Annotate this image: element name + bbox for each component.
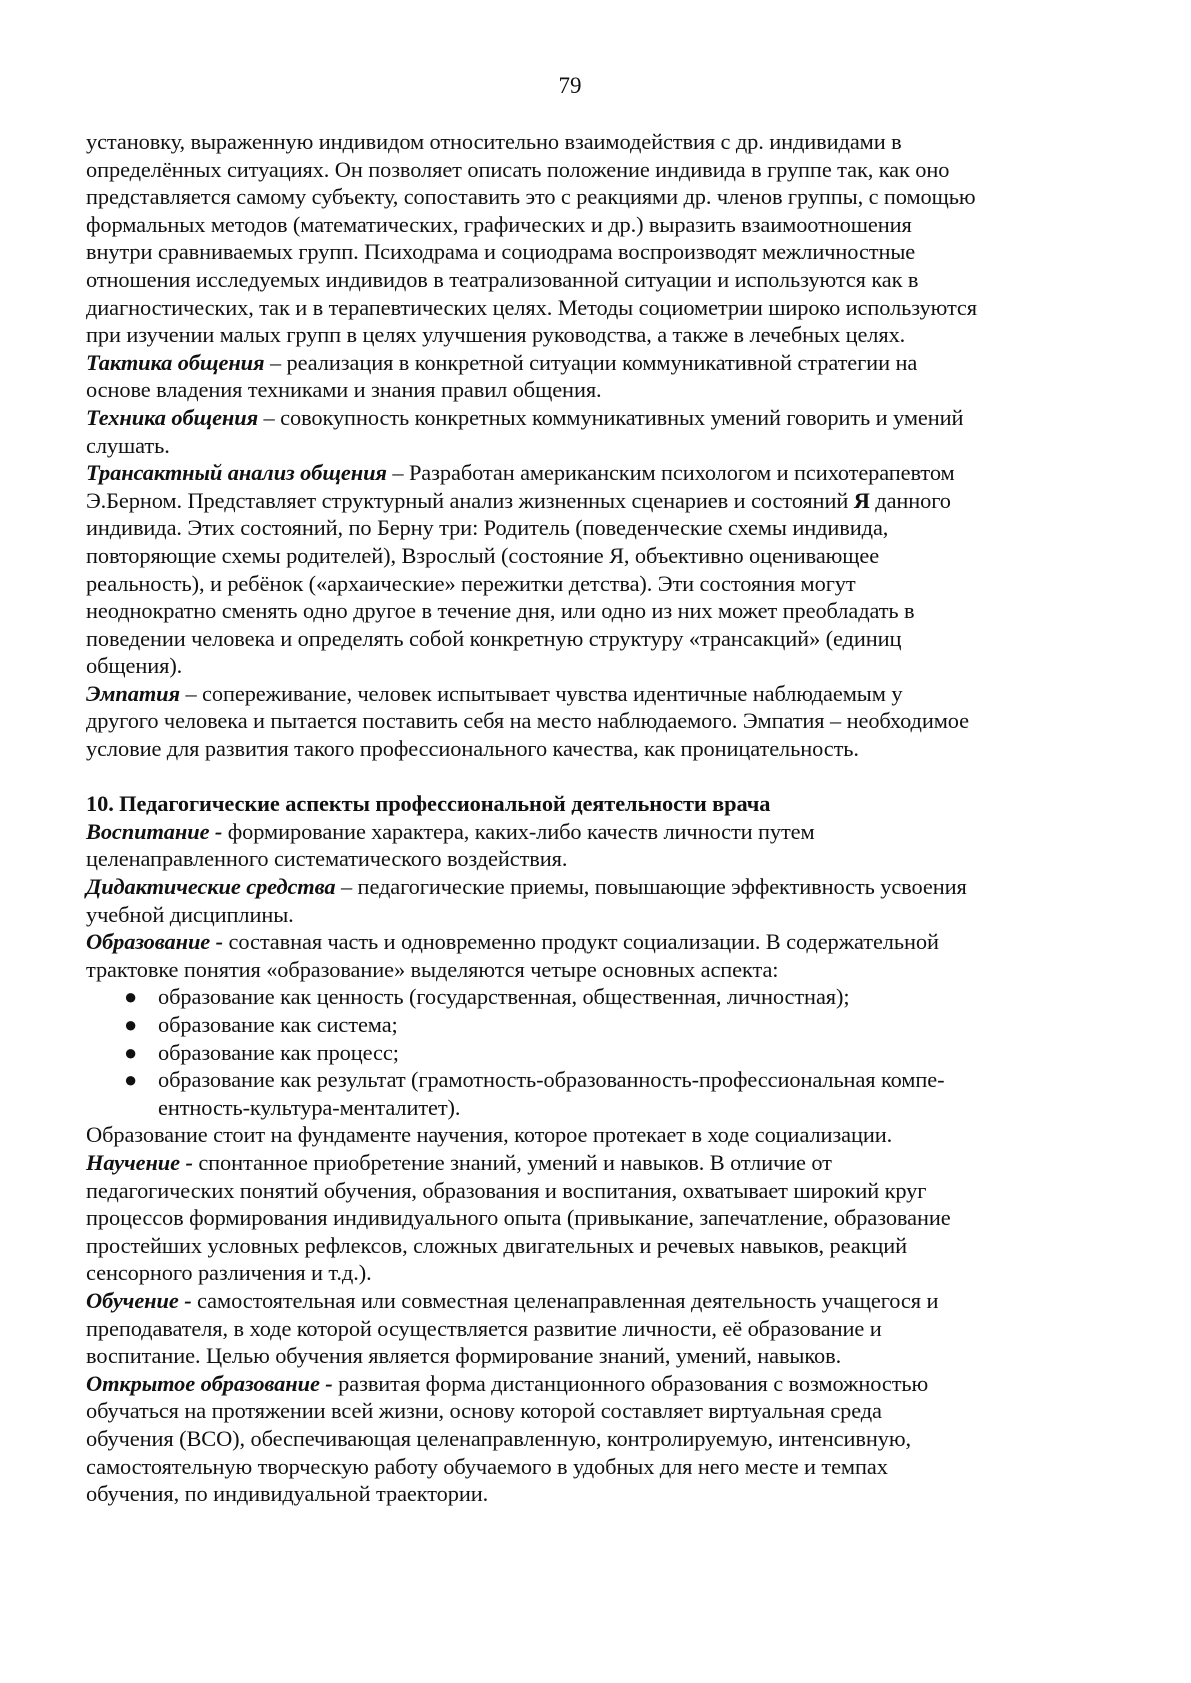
text-line: Образование стоит на фундаменте научения, которое протекает в ходе социализации.: [86, 1122, 893, 1148]
text-line: сенсорного различения и т.д.).: [86, 1260, 372, 1286]
text-line: преподавателя, в ходе которой осуществляется развитие личности, её образование и: [86, 1315, 882, 1341]
definition-text: самостоятельная или совместная целенаправленная деятельность учащегося и: [191, 1287, 939, 1313]
bullet-icon: ●: [124, 1039, 138, 1065]
text-line: целенаправленного систематического воздействия.: [86, 846, 568, 872]
definition-nauchenie: [86, 1149, 1086, 1287]
page-content: [86, 128, 1086, 1508]
text-line: процессов формирования индивидуального опыта (привыкание, запечатление, образование: [86, 1205, 951, 1231]
definition-text: – Разработан американским психологом и психотерапевтом: [386, 460, 955, 486]
text-line: условие для развития такого профессионального качества, как проницательность.: [86, 736, 859, 762]
definition-tehnika: [86, 404, 1086, 459]
bullet-icon: ●: [124, 1067, 138, 1093]
list-item-text: образование как система;: [158, 1012, 398, 1037]
text-line: простейших условных рефлексов, сложных двигательных и речевых навыков, реакций: [86, 1232, 908, 1258]
bullet-list: [86, 983, 1086, 1121]
bullet-icon: ●: [124, 1012, 138, 1037]
text-line: обучаться на протяжении всей жизни, основу которой составляет виртуальная среда: [86, 1398, 882, 1424]
text-line: трактовке понятия «образование» выделяются четыре основных аспекта:: [86, 956, 779, 982]
definition-vospitanie: [86, 818, 1086, 873]
text-line: при изучении малых групп в целях улучшения руководства, а также в лечебных целях.: [86, 322, 906, 348]
text-line: слушать.: [86, 432, 170, 458]
text-line: определённых ситуациях. Он позволяет описать положение индивида в группе так, как оно: [86, 156, 950, 182]
definition-text: Э.Берном. Представляет структурный анализ жизненных сценариев и состояний: [86, 487, 854, 513]
text-line: [86, 487, 1086, 515]
term-vospitanie: Воспитание -: [86, 818, 223, 844]
definition-text: спонтанное приобретение знаний, умений и навыков. В отличие от: [192, 1149, 832, 1175]
text-line: общения).: [86, 653, 183, 679]
list-item: [86, 1039, 1086, 1067]
text-line: [86, 1287, 1086, 1315]
text-line: [86, 818, 1086, 846]
list-item-text: образование как ценность (государственная, общественная, личностная);: [158, 984, 850, 1010]
text-line: индивида. Этих состояний, по Берну три: Родитель (поведенческие схемы индивида,: [86, 515, 889, 541]
text-line: неоднократно сменять одно другое в течение дня, или одно из них может преобладать в: [86, 598, 915, 624]
text-line: [86, 873, 1086, 901]
section-heading: 10. Педагогические аспекты профессиональной деятельности врача: [86, 791, 771, 817]
definition-empatiya: [86, 680, 1086, 763]
list-item: [86, 1066, 1086, 1094]
text-line: самостоятельную творческую работу обучаемого в удобных для него месте и темпах: [86, 1453, 888, 1479]
text-line: установку, выраженную индивидом относительно взаимодействия с др. индивидами в: [86, 129, 902, 154]
text-line: повторяющие схемы родителей), Взрослый (состояние Я, объективно оценивающее: [86, 542, 880, 568]
term-transakt: Трансактный анализ общения: [86, 460, 387, 486]
text-line: обучения, по индивидуальной траектории.: [86, 1481, 489, 1507]
definition-text: данного: [869, 487, 951, 513]
text-line: представляется самому субъекту, сопоставить это с реакциями др. членов группы, с помощью: [86, 184, 976, 210]
text-line: другого человека и пытается поставить себя на место наблюдаемого. Эмпатия – необходимое: [86, 708, 969, 734]
definition-text: развитая форма дистанционного образования с возможностью: [332, 1370, 929, 1396]
text-line: [86, 459, 1086, 487]
list-item-continuation: [86, 1094, 1086, 1122]
definition-otkrytoe: [86, 1370, 1086, 1508]
term-tehnika: Техника общения: [86, 404, 259, 430]
page-number: 79: [558, 73, 582, 98]
text-line: воспитание. Целью обучения является формирование знаний, умений, навыков.: [86, 1343, 842, 1369]
definition-text: – реализация в конкретной ситуации коммуникативной стратегии на: [264, 349, 918, 375]
text-line: обучения (ВСО), обеспечивающая целенаправленную, контролируемую, интенсивную,: [86, 1425, 911, 1451]
text-line: [86, 928, 1086, 956]
bold-ya: Я: [853, 487, 870, 513]
definition-transakt: [86, 459, 1086, 680]
definition-obrazovanie: [86, 928, 1086, 1149]
list-item-text: образование как процесс;: [158, 1039, 399, 1065]
text-line: [86, 404, 1086, 432]
term-obrazovanie: Образование -: [86, 929, 223, 955]
text-line: реальность), и ребёнок («архаические» пережитки детства). Эти состояния могут: [86, 570, 856, 596]
text-line: формальных методов (математических, графических и др.) выразить взаимоотношения: [86, 211, 912, 237]
definition-text: – совокупность конкретных коммуникативных умений говорить и умений: [258, 404, 964, 430]
term-obuchenie: Обучение -: [86, 1287, 192, 1313]
definition-text: формирование характера, каких-либо качеств личности путем: [222, 818, 815, 844]
text-line: [86, 680, 1086, 708]
definition-didakt: [86, 873, 1086, 928]
definition-obuchenie: [86, 1287, 1086, 1370]
definition-taktika: [86, 349, 1086, 404]
term-taktika: Тактика общения: [86, 349, 265, 375]
term-empatiya: Эмпатия: [86, 680, 180, 706]
paragraph-sociometry: [86, 128, 1086, 349]
list-item: [86, 1011, 1086, 1039]
text-line: [86, 349, 1086, 377]
text-line: [86, 1370, 1086, 1398]
text-line: [86, 1149, 1086, 1177]
term-nauchenie: Научение -: [86, 1149, 193, 1175]
text-line: основе владения техниками и знания правил общения.: [86, 377, 602, 403]
text-line: учебной дисциплины.: [86, 901, 294, 927]
text-line: педагогических понятий обучения, образования и воспитания, охватывает широкий круг: [86, 1177, 927, 1203]
definition-text: составная часть и одновременно продукт социализации. В содержательной: [223, 929, 939, 955]
definition-text: – сопереживание, человек испытывает чувства идентичные наблюдаемым у: [179, 680, 903, 706]
text-line: поведении человека и определять собой конкретную структуру «трансакций» (единиц: [86, 625, 902, 651]
list-item-text: ентность-культура-менталитет).: [158, 1094, 461, 1120]
term-didakt: Дидактические средства: [86, 874, 336, 900]
text-line: отношения исследуемых индивидов в театрализованной ситуации и используются как в: [86, 266, 919, 292]
definition-text: – педагогические приемы, повышающие эффективность усвоения: [335, 874, 967, 900]
bullet-icon: ●: [124, 984, 138, 1010]
text-line: внутри сравниваемых групп. Психодрама и социодрама воспроизводят межличностные: [86, 239, 916, 265]
list-item: [86, 983, 1086, 1011]
term-otkrytoe: Открытое образование -: [86, 1370, 333, 1396]
text-line: диагностических, так и в терапевтических целях. Методы социометрии широко используются: [86, 294, 977, 320]
list-item-text: образование как результат (грамотность-образованность-профессиональная компе-: [158, 1067, 945, 1093]
